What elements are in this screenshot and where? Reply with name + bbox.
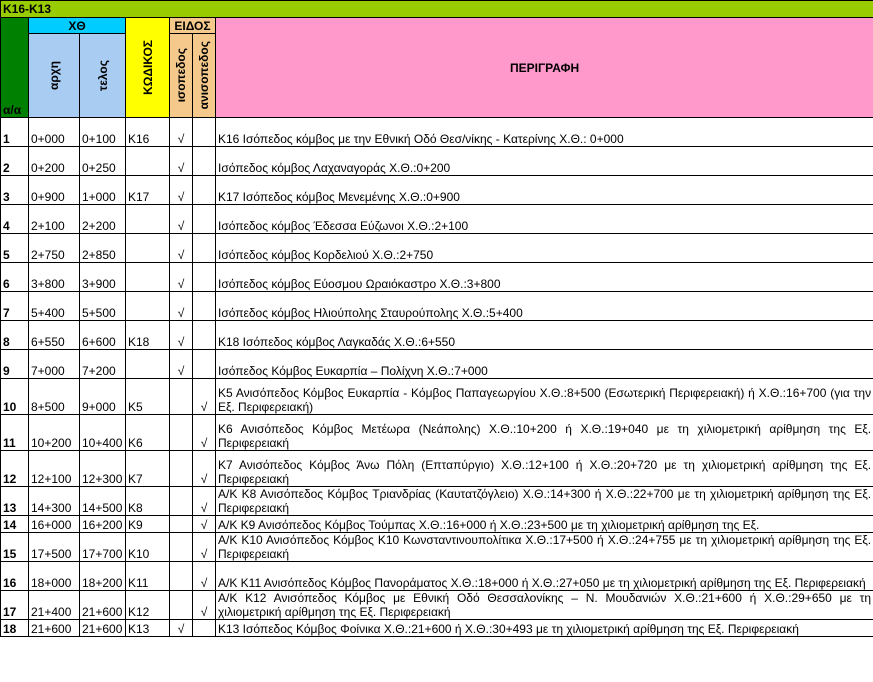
table-row xyxy=(1,292,873,321)
table-row xyxy=(1,620,873,637)
table-row xyxy=(1,487,873,516)
row-end: 3+900 xyxy=(80,263,126,292)
row-isopedos-check: √ xyxy=(170,205,193,234)
row-end: 21+600 xyxy=(80,591,126,620)
row-end: 21+600 xyxy=(80,620,126,637)
row-isopedos-check xyxy=(170,591,193,620)
row-end: 14+500 xyxy=(80,487,126,516)
row-code xyxy=(126,234,170,263)
row-isopedos-check xyxy=(170,533,193,562)
table-row xyxy=(1,591,873,620)
row-number: 3 xyxy=(1,176,29,205)
row-description: Α/Κ Κ8 Ανισόπεδος Κόμβος Τριανδρίας (Καυτατζόγλειο) Χ.Θ.:14+300 ή Χ.Θ.:22+700 με τη χιλιομετρική αρίθμηση της Εξ. Περιφερειακή xyxy=(216,487,873,516)
row-start: 12+100 xyxy=(29,451,80,487)
header-start-label: αρχη xyxy=(47,60,61,91)
row-isopedos-check xyxy=(170,487,193,516)
row-start: 0+200 xyxy=(29,147,80,176)
row-start: 21+600 xyxy=(29,620,80,637)
row-code: Κ7 xyxy=(126,451,170,487)
row-description: Κ16 Ισόπεδος κόμβος με την Εθνική Οδό Θεσ/νίκης - Κατερίνης Χ.Θ.: 0+000 xyxy=(216,118,873,147)
header-start xyxy=(29,34,80,118)
row-end: 0+100 xyxy=(80,118,126,147)
row-end: 17+700 xyxy=(80,533,126,562)
row-code: Κ5 xyxy=(126,379,170,415)
header-anisopedos-label: ανισοπεδος xyxy=(197,41,211,110)
row-number: 18 xyxy=(1,620,29,637)
row-code: Κ12 xyxy=(126,591,170,620)
row-description: Α/Κ Κ12 Ανισόπεδος Κόμβος με Εθνική Οδό Θεσσαλονίκης – Ν. Μουδανιών Χ.Θ.:21+600 ή Χ.Θ.:29+650 με τη χιλιομετρική αρίθμηση της Εξ. Περιφερειακή xyxy=(216,591,873,620)
row-start: 18+000 xyxy=(29,562,80,591)
row-number: 1 xyxy=(1,118,29,147)
row-isopedos-check xyxy=(170,562,193,591)
row-end: 9+000 xyxy=(80,379,126,415)
table-row xyxy=(1,147,873,176)
row-isopedos-check: √ xyxy=(170,263,193,292)
row-isopedos-check xyxy=(170,451,193,487)
row-number: 4 xyxy=(1,205,29,234)
row-isopedos-check: √ xyxy=(170,620,193,637)
row-anisopedos-check xyxy=(193,620,216,637)
header-code-label: ΚΩΔΙΚΟΣ xyxy=(140,40,155,95)
table-row xyxy=(1,263,873,292)
row-end: 1+000 xyxy=(80,176,126,205)
row-code: Κ13 xyxy=(126,620,170,637)
row-anisopedos-check xyxy=(193,234,216,263)
row-anisopedos-check: √ xyxy=(193,533,216,562)
row-start: 16+000 xyxy=(29,516,80,533)
row-code: Κ8 xyxy=(126,487,170,516)
header-eidos: ΕΙΔΟΣ xyxy=(170,18,216,34)
row-isopedos-check: √ xyxy=(170,176,193,205)
table-row xyxy=(1,451,873,487)
row-number: 17 xyxy=(1,591,29,620)
row-number: 9 xyxy=(1,350,29,379)
row-isopedos-check: √ xyxy=(170,321,193,350)
row-description: Α/Κ Κ11 Ανισόπεδος Κόμβος Πανοράματος Χ.Θ.:18+000 ή Χ.Θ.:27+050 με τη χιλιομετρική αρίθμηση της Εξ. Περιφερειακή xyxy=(216,562,873,591)
row-isopedos-check: √ xyxy=(170,118,193,147)
header-aa: α/α xyxy=(1,18,29,118)
row-anisopedos-check xyxy=(193,147,216,176)
row-start: 7+000 xyxy=(29,350,80,379)
row-anisopedos-check xyxy=(193,292,216,321)
row-start: 0+000 xyxy=(29,118,80,147)
row-anisopedos-check: √ xyxy=(193,451,216,487)
row-end: 16+200 xyxy=(80,516,126,533)
row-description: Ισόπεδος κόμβος Εύοσμου Ωραιόκαστρο Χ.Θ.:3+800 xyxy=(216,263,873,292)
row-isopedos-check: √ xyxy=(170,147,193,176)
row-number: 16 xyxy=(1,562,29,591)
table-row xyxy=(1,562,873,591)
header-anisopedos xyxy=(193,34,216,118)
row-anisopedos-check xyxy=(193,321,216,350)
row-isopedos-check: √ xyxy=(170,234,193,263)
row-description: Ισόπεδος κόμβος Έδεσσα Εύζωνοι Χ.Θ.:2+100 xyxy=(216,205,873,234)
row-number: 15 xyxy=(1,533,29,562)
row-end: 0+250 xyxy=(80,147,126,176)
row-number: 8 xyxy=(1,321,29,350)
row-anisopedos-check: √ xyxy=(193,487,216,516)
row-isopedos-check xyxy=(170,415,193,451)
row-start: 21+400 xyxy=(29,591,80,620)
row-start: 17+500 xyxy=(29,533,80,562)
row-number: 7 xyxy=(1,292,29,321)
table-row xyxy=(1,176,873,205)
header-isopedos-label: ισοπεδος xyxy=(174,48,188,103)
row-code xyxy=(126,292,170,321)
row-start: 2+750 xyxy=(29,234,80,263)
header-end-label: τελος xyxy=(95,59,110,92)
table-row xyxy=(1,321,873,350)
table-row xyxy=(1,415,873,451)
row-description: Ισόπεδος κόμβος Κορδελιού Χ.Θ.:2+750 xyxy=(216,234,873,263)
row-start: 0+900 xyxy=(29,176,80,205)
row-code: Κ16 xyxy=(126,118,170,147)
row-isopedos-check: √ xyxy=(170,292,193,321)
row-end: 2+200 xyxy=(80,205,126,234)
header-description: ΠΕΡΙΓΡΑΦΗ xyxy=(216,18,873,118)
row-end: 2+850 xyxy=(80,234,126,263)
row-number: 10 xyxy=(1,379,29,415)
row-code: Κ17 xyxy=(126,176,170,205)
row-code: Κ18 xyxy=(126,321,170,350)
row-anisopedos-check xyxy=(193,118,216,147)
row-code xyxy=(126,263,170,292)
header-end xyxy=(80,34,126,118)
row-start: 2+100 xyxy=(29,205,80,234)
row-description: Κ13 Ισόπεδος Κόμβος Φοίνικα Χ.Θ.:21+600 ή Χ.Θ.:30+493 με τη χιλιομετρική αρίθμηση της Εξ. Περιφερειακή xyxy=(216,620,873,637)
row-number: 12 xyxy=(1,451,29,487)
row-end: 12+300 xyxy=(80,451,126,487)
header-code xyxy=(126,18,170,118)
row-anisopedos-check xyxy=(193,350,216,379)
table-row xyxy=(1,234,873,263)
row-isopedos-check xyxy=(170,379,193,415)
row-code xyxy=(126,350,170,379)
row-description: Ισόπεδος κόμβος Ηλιούπολης Σταυρούπολης Χ.Θ.:5+400 xyxy=(216,292,873,321)
row-end: 10+400 xyxy=(80,415,126,451)
row-description: Ισόπεδος Κόμβος Ευκαρπία – Πολίχνη Χ.Θ.:7+000 xyxy=(216,350,873,379)
table-row xyxy=(1,118,873,147)
row-description: Κ18 Ισόπεδος κόμβος Λαγκαδάς Χ.Θ.:6+550 xyxy=(216,321,873,350)
row-description: Α/Κ Κ10 Ανισόπεδος Κόμβος Κ10 Κωνσταντινουπολίτικα Χ.Θ.:17+500 ή Χ.Θ.:24+755 με τη χιλιομετρική αρίθμηση της Εξ. Περιφερειακή xyxy=(216,533,873,562)
row-anisopedos-check: √ xyxy=(193,379,216,415)
sheet-title: Κ16-Κ13 xyxy=(1,1,873,18)
row-description: Α/Κ Κ9 Ανισόπεδος Κόμβος Τούμπας Χ.Θ.:16+000 ή Χ.Θ.:23+500 με τη χιλιομετρική αρίθμηση της Εξ. xyxy=(216,516,873,533)
row-description: Κ6 Ανισόπεδος Κόμβος Μετέωρα (Νεάπολης) Χ.Θ.:10+200 ή Χ.Θ.:19+040 με τη χιλιομετρική αρίθμηση της Εξ. Περιφερειακή xyxy=(216,415,873,451)
row-number: 11 xyxy=(1,415,29,451)
row-end: 18+200 xyxy=(80,562,126,591)
row-start: 3+800 xyxy=(29,263,80,292)
row-number: 14 xyxy=(1,516,29,533)
row-number: 2 xyxy=(1,147,29,176)
row-number: 13 xyxy=(1,487,29,516)
row-description: Κ7 Ανισόπεδος Κόμβος Άνω Πόλη (Επταπύργιο) Χ.Θ.:12+100 ή Χ.Θ.:20+720 με τη χιλιομετρική αρίθμηση της Εξ. Περιφερειακή xyxy=(216,451,873,487)
row-anisopedos-check xyxy=(193,205,216,234)
table-row xyxy=(1,205,873,234)
table-row xyxy=(1,379,873,415)
row-isopedos-check: √ xyxy=(170,350,193,379)
row-anisopedos-check xyxy=(193,176,216,205)
row-start: 8+500 xyxy=(29,379,80,415)
row-end: 5+500 xyxy=(80,292,126,321)
row-description: Κ5 Ανισόπεδος Κόμβος Ευκαρπία - Κόμβος Παπαγεωργίου Χ.Θ.:8+500 (Εσωτερική Περιφερειακή) ή Χ.Θ.:16+700 (για την Εξ. Περιφερειακή) xyxy=(216,379,873,415)
row-description: Κ17 Ισόπεδος κόμβος Μενεμένης Χ.Θ.:0+900 xyxy=(216,176,873,205)
table-row xyxy=(1,516,873,533)
row-start: 5+400 xyxy=(29,292,80,321)
row-number: 5 xyxy=(1,234,29,263)
row-end: 7+200 xyxy=(80,350,126,379)
row-code: Κ9 xyxy=(126,516,170,533)
table-row xyxy=(1,350,873,379)
row-start: 6+550 xyxy=(29,321,80,350)
row-number: 6 xyxy=(1,263,29,292)
row-anisopedos-check: √ xyxy=(193,415,216,451)
header-xth: ΧΘ xyxy=(29,18,126,34)
table-row xyxy=(1,533,873,562)
row-code: Κ10 xyxy=(126,533,170,562)
header-isopedos xyxy=(170,34,193,118)
row-anisopedos-check xyxy=(193,263,216,292)
row-anisopedos-check: √ xyxy=(193,591,216,620)
row-anisopedos-check: √ xyxy=(193,562,216,591)
row-code xyxy=(126,205,170,234)
row-start: 14+300 xyxy=(29,487,80,516)
row-code: Κ11 xyxy=(126,562,170,591)
row-code xyxy=(126,147,170,176)
row-end: 6+600 xyxy=(80,321,126,350)
row-description: Ισόπεδος κόμβος Λαχαναγοράς Χ.Θ.:0+200 xyxy=(216,147,873,176)
row-start: 10+200 xyxy=(29,415,80,451)
row-anisopedos-check: √ xyxy=(193,516,216,533)
row-isopedos-check xyxy=(170,516,193,533)
row-code: Κ6 xyxy=(126,415,170,451)
